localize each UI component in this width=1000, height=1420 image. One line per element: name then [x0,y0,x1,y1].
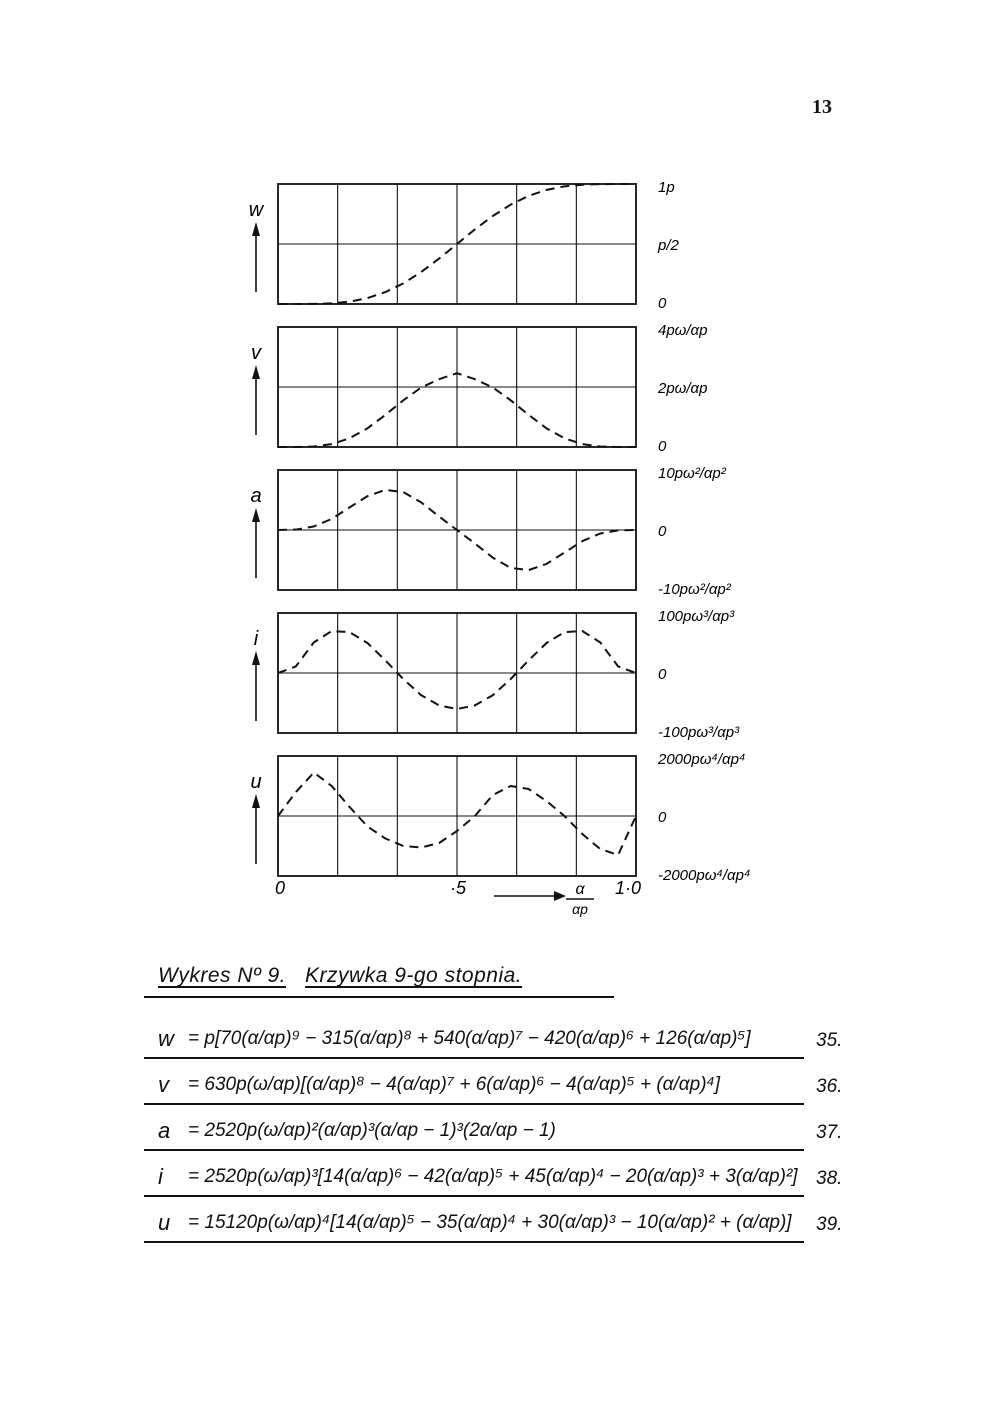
figure-caption [158,964,522,988]
panel-v [251,322,707,455]
y-axis-arrowhead [252,365,260,379]
equation-38 [144,1160,884,1194]
x-axis-label-denominator: αp [572,901,588,917]
y-axis-arrowhead [252,508,260,522]
equation-body: = 2520p(ω/αp)³[14(α/αp)⁶ − 42(α/αp)⁵ + 45(α/αp)⁴ − 20(α/αp)³ + 3(α/αp)²] [188,1166,798,1187]
equation-variable: v [158,1072,169,1097]
y-axis-label: v [251,342,261,364]
y-axis-arrowhead [252,651,260,665]
y-axis-arrowhead [252,222,260,236]
equation-body: = p[70(α/αp)⁹ − 315(α/αp)⁸ + 540(α/αp)⁷ − 420(α/αp)⁶ + 126(α/αp)⁵] [188,1028,751,1049]
equation-rule [144,1149,804,1151]
equation-number: 37. [816,1122,843,1143]
y-value-label: 4pω/αp [658,322,708,339]
equation-variable: w [158,1026,174,1051]
caption-subtitle: Krzywka 9-go stopnia. [305,964,523,987]
equation-number: 35. [816,1030,843,1051]
y-value-label: -10pω²/αp² [658,581,731,598]
equation-body: = 630p(ω/αp)[(α/αp)⁸ − 4(α/αp)⁷ + 6(α/αp)⁶ − 4(α/αp)⁵ + (α/αp)⁴] [188,1074,721,1095]
y-value-label: 0 [658,523,667,540]
y-value-label: -2000pω⁴/αp⁴ [658,867,751,884]
equation-rule [144,1057,804,1059]
equation-rule [144,1195,804,1197]
panel-a [250,465,731,598]
equation-35 [144,1022,884,1056]
equation-variable: a [158,1118,171,1143]
y-value-label: 10pω²/αp² [658,465,726,482]
y-value-label: 0 [658,438,667,455]
y-axis-label: u [250,771,262,793]
y-value-label: 0 [658,666,667,683]
page-number: 13 [812,96,832,118]
y-value-label: p/2 [658,237,679,254]
caption-rule [144,996,614,998]
y-value-label: -100pω³/αp³ [658,724,740,741]
equation-rule [144,1103,804,1105]
x-tick-label: 1·0 [614,878,642,898]
equation-number: 39. [816,1214,843,1235]
y-axis-label: w [248,199,264,221]
equation-37 [144,1114,884,1148]
x-axis [275,878,641,917]
x-tick-label: 0 [274,878,286,898]
y-value-label: 1p [658,179,675,196]
equation-variable: i [158,1164,163,1189]
equation-number: 36. [816,1076,843,1097]
equation-body: = 2520p(ω/αp)²(α/αp)³(α/αp − 1)³(2α/αp − 1) [188,1120,556,1141]
y-value-label: 0 [658,809,667,826]
y-axis-arrowhead [252,794,260,808]
x-axis-label-numerator: α [575,881,585,898]
y-value-label: 100pω³/αp³ [658,608,735,625]
caption-title: Wykres Nº 9. [158,964,287,987]
panel-i [252,608,740,741]
x-axis-arrowhead [554,891,566,901]
equation-36 [144,1068,884,1102]
y-value-label: 2pω/αp [658,380,708,397]
y-value-label: 2000pω⁴/αp⁴ [658,751,746,768]
equation-number: 38. [816,1168,843,1189]
equation-variable: u [158,1210,171,1235]
x-tick-label: ·5 [449,878,467,898]
equation-body: = 15120p(ω/αp)⁴[14(α/αp)⁵ − 35(α/αp)⁴ + 30(α/αp)³ − 10(α/αp)² + (α/αp)] [188,1212,792,1233]
y-axis-label: a [250,485,262,507]
panel-u [250,751,750,884]
equation-39 [144,1206,884,1240]
y-axis-label: i [253,628,259,650]
panel-w [249,179,680,312]
equation-rule [144,1241,804,1243]
y-value-label: 0 [658,295,667,312]
